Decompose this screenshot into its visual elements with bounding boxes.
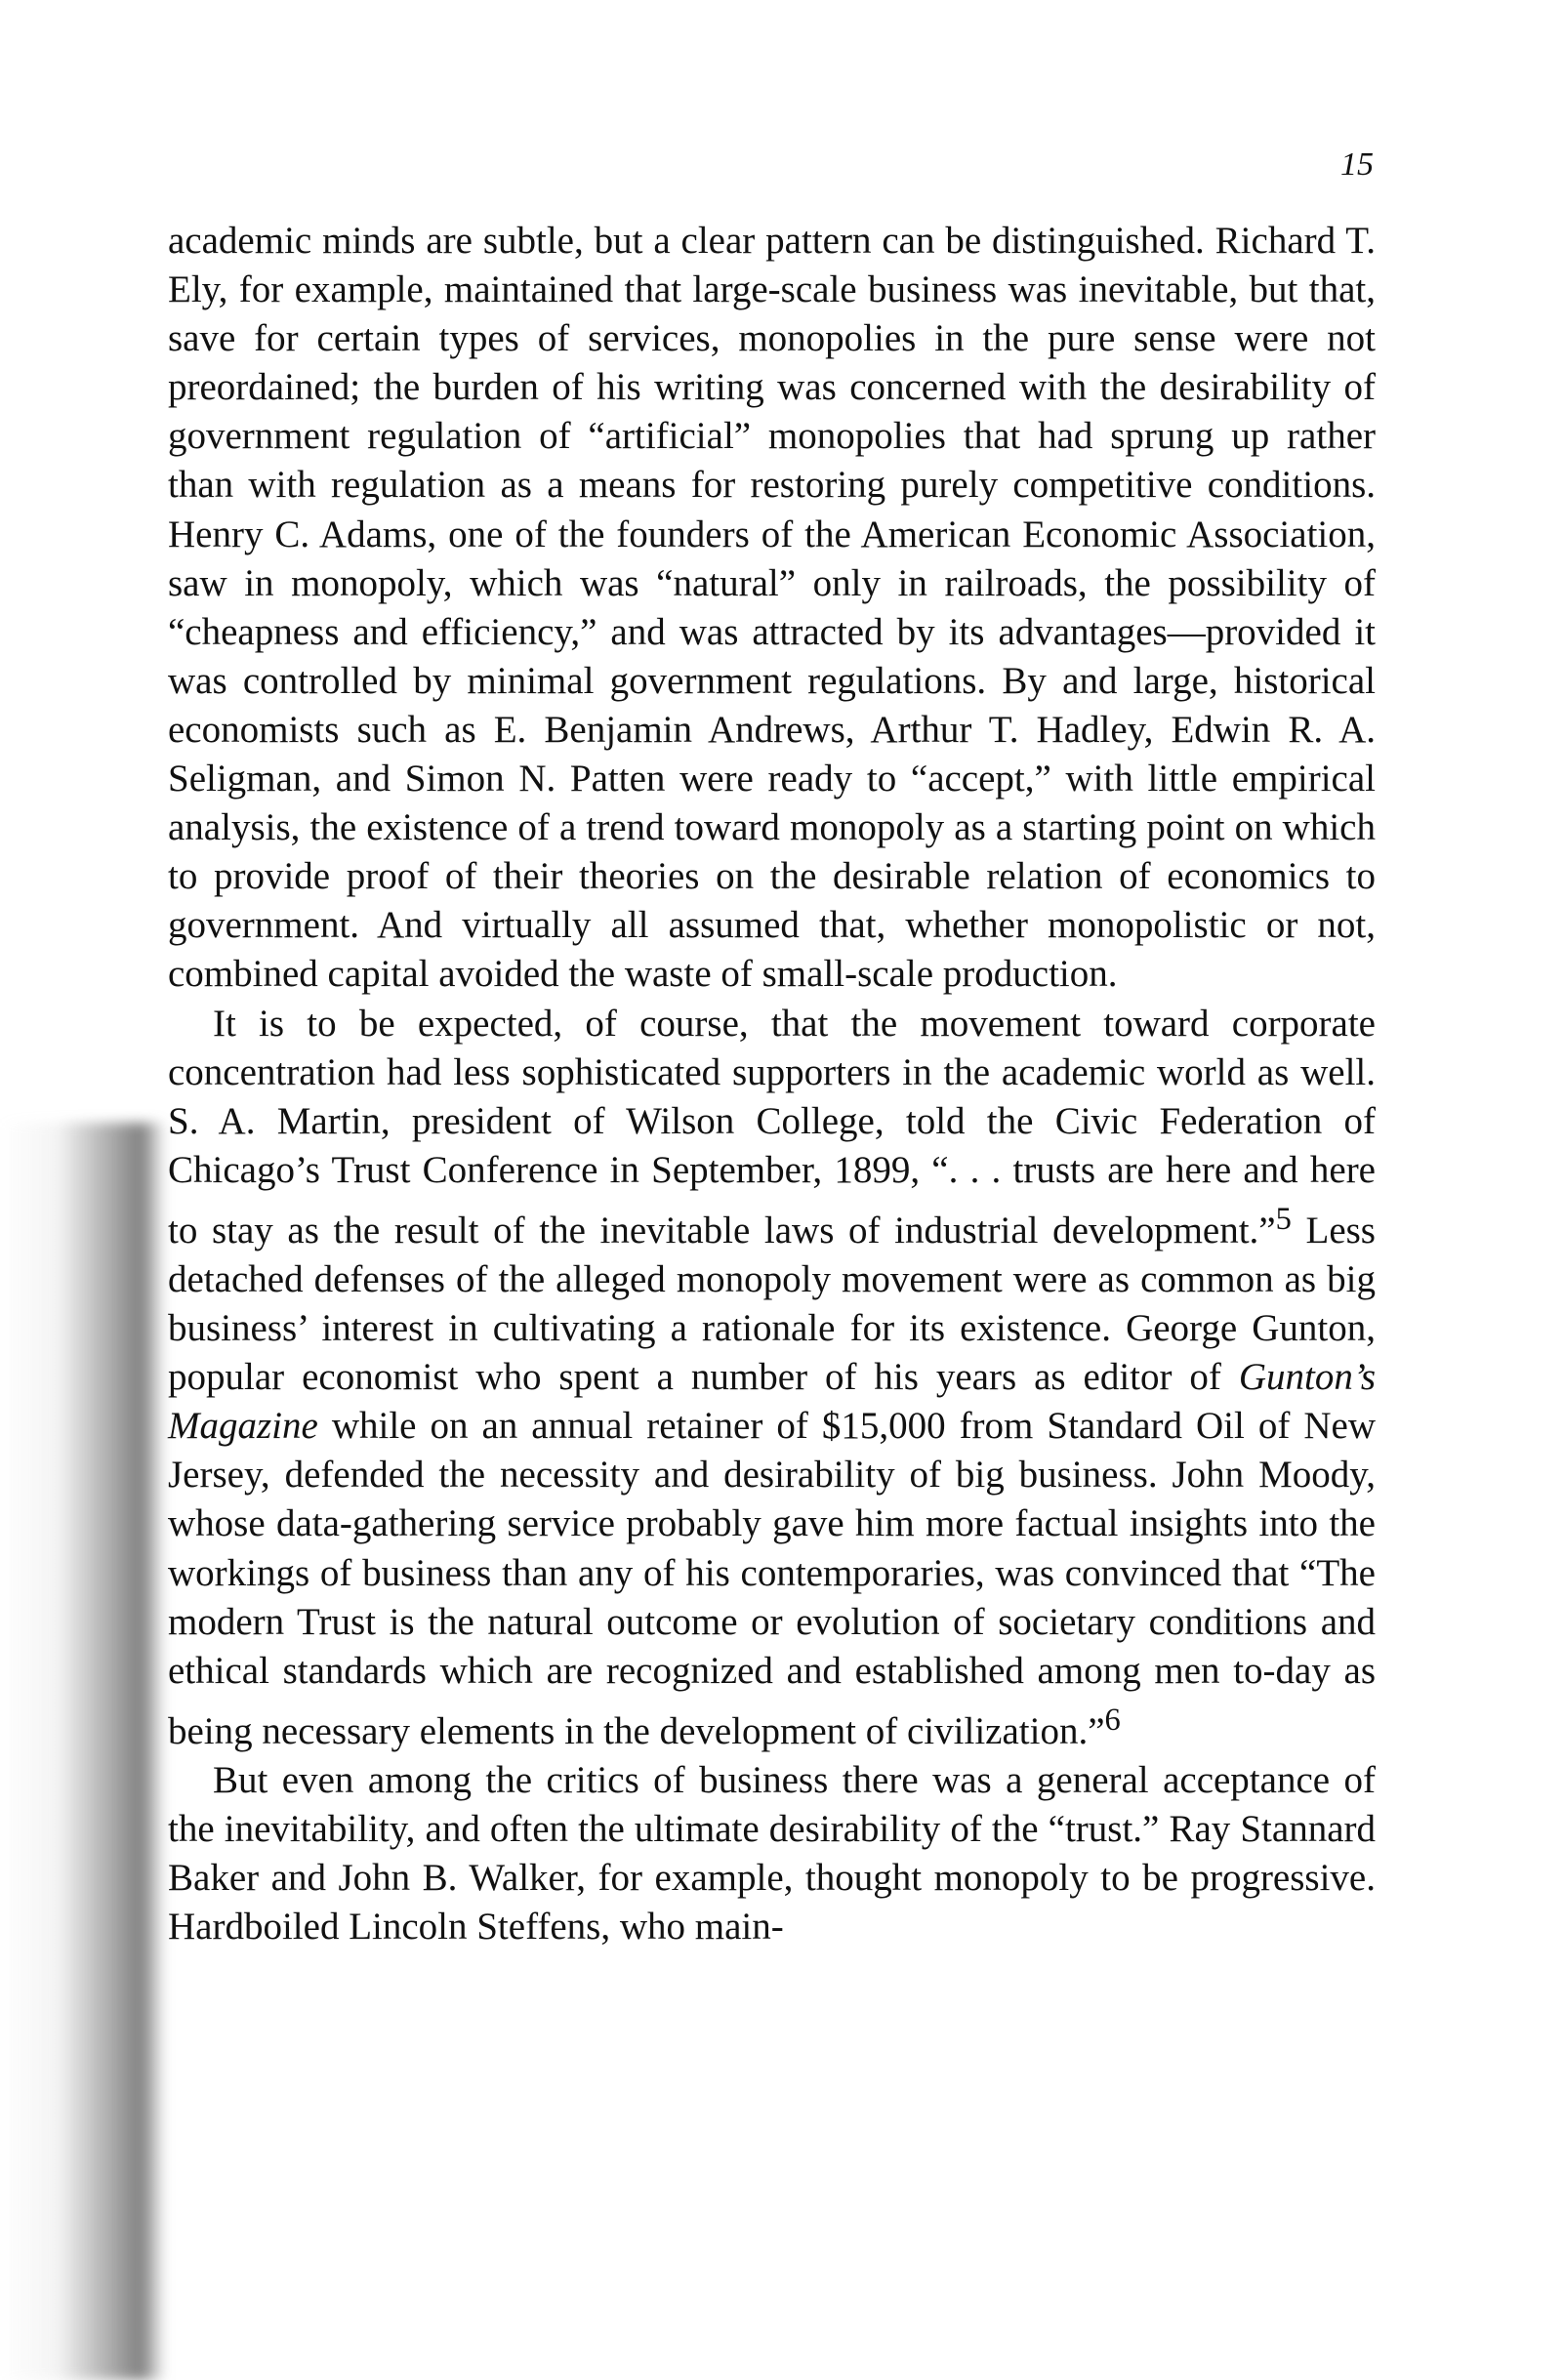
paragraph-2 <box>168 1000 1376 1756</box>
paragraph-2-text-c: while on an annual retainer of $15,000 from Standard Oil of New Jersey, defended the necessity and desirability of big business. John Moody, whose data-gathering service probably gave him more factual insights into the workings of business than any of his contemporaries, was convinced that “The modern Trust is the natural outcome or evolution of societary conditions and ethical standards which are recognized and established among men to-day as being necessary elements in the development of civilization.” <box>168 1405 1376 1752</box>
paragraph-2-text-b: Less detached defenses of the alleged monopoly movement were as common as big business’ interest in cultivating a rationale for its existence. George Gunton, popular economist who spent a number of his years as editor of <box>168 1209 1376 1399</box>
page-body <box>168 217 1376 1951</box>
binding-shadow <box>0 1123 166 2380</box>
footnote-ref-5: 5 <box>1275 1201 1292 1237</box>
paragraph-3: But even among the critics of business there was a general acceptance of the inevitability, and often the ultimate desirability of the “trust.” Ray Stannard Baker and John B. Walker, for example, thought monopoly to be progressive. Hardboiled Lincoln Steffens, who main- <box>168 1758 1376 1949</box>
magazine-title: Gunton’s Magazine <box>168 1356 1376 1448</box>
paragraph-1: academic minds are subtle, but a clear pattern can be distinguished. Richard T. Ely, for example, maintained that large-scale business was inevitable, but that, save for certain types of services, monopolies in the pure sense were not preordained; the burden of his writing was concerned with the desirability of government regulation of “artificial” monopolies that had sprung up rather than with regulation as a means for restoring purely competitive conditions. Henry C. Adams, one of the founders of the American Economic Association, saw in monopoly, which was “natural” only in railroads, the possibility of “cheapness and efficiency,” and was attracted by its advantages—provided it was controlled by minimal government regulations. By and large, historical economists such as E. Benjamin Andrews, Arthur T. Hadley, Edwin R. A. Seligman, and Simon N. Patten were ready to “accept,” with little empirical analysis, the existence of a trend toward monopoly as a starting point on which to provide proof of their theories on the desirable relation of economics to government. And virtually all assumed that, whether monopolistic or not, combined capital avoided the waste of small-scale production. <box>168 220 1376 996</box>
paragraph-2-text-a: It is to be expected, of course, that the movement toward corporate concentration had less sophisticated supporters in the academic world as well. S. A. Martin, president of Wilson College, told the Civic Federation of Chicago’s Trust Conference in September, 1899, “. . . trusts are here and here to stay as the result of the inevitable laws of industrial development.” <box>168 1002 1376 1252</box>
footnote-ref-6: 6 <box>1104 1702 1121 1738</box>
page-number: 15 <box>1340 146 1374 183</box>
